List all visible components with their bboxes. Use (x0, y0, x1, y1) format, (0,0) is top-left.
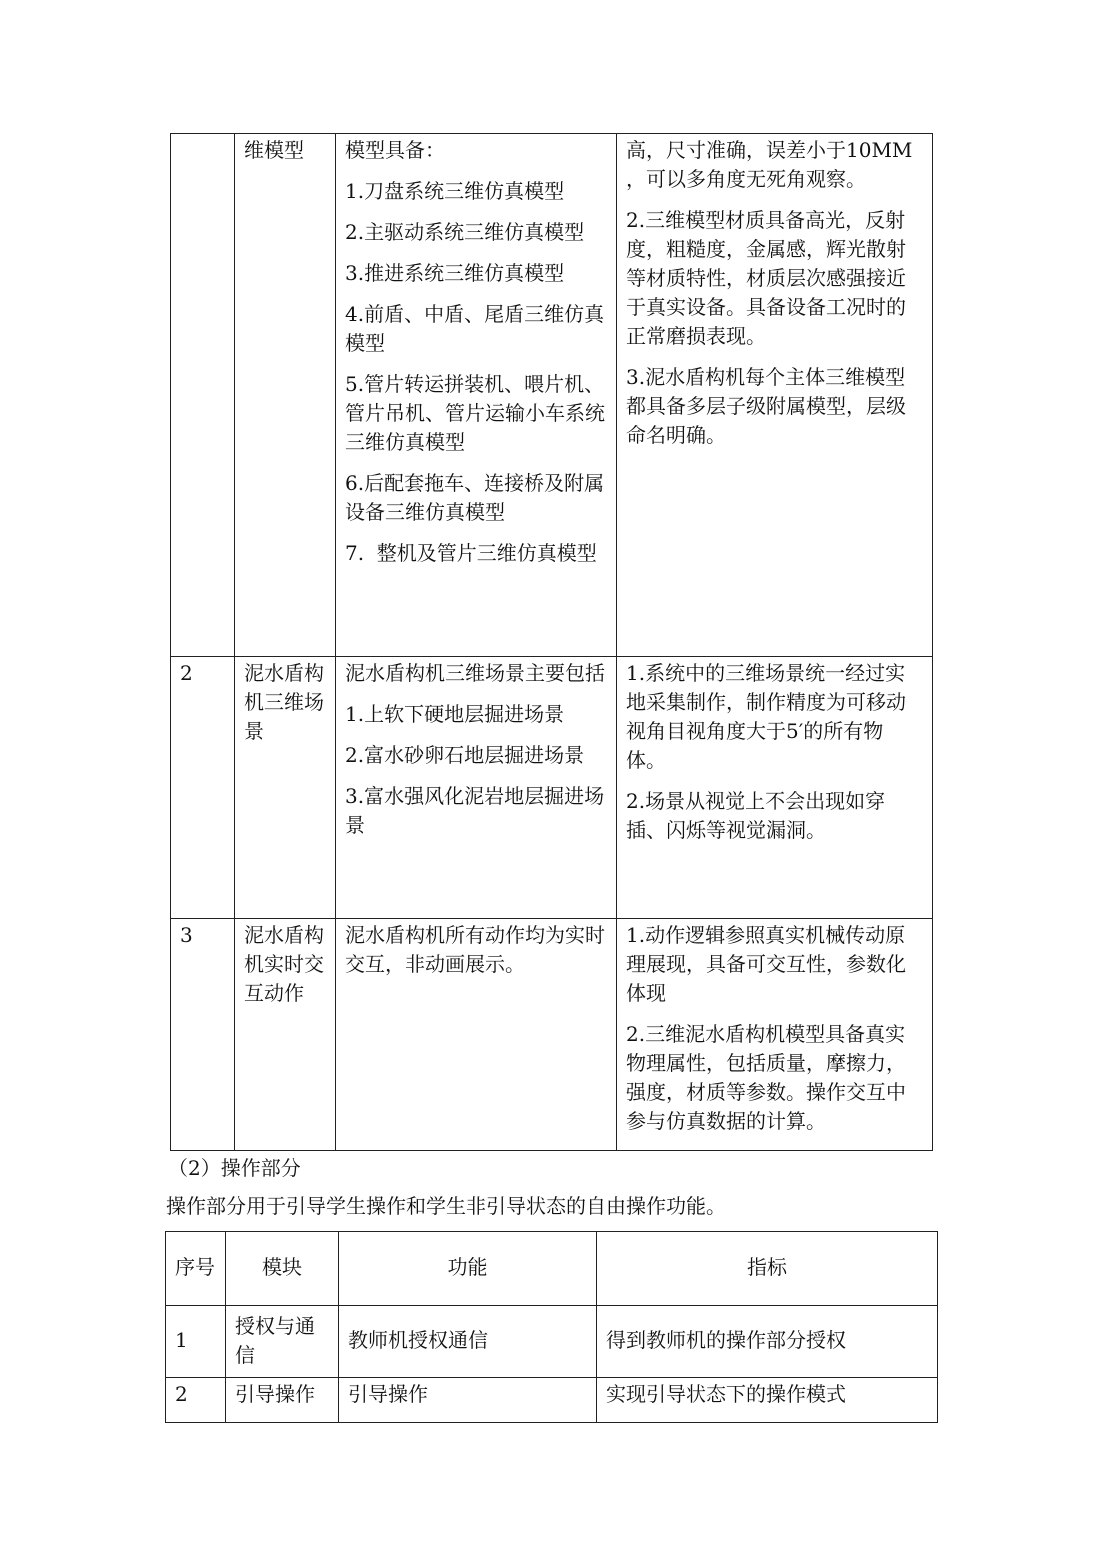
header-function: 功能 (447, 1255, 488, 1279)
indicator-line: 2.三维模型材质具备高光，反射度，粗糙度，金属感，辉光散射等材质特性，材质层次感强接近于真实设备。具备设备工况时的正常磨损表现。 (626, 208, 906, 348)
row-number: 2 (175, 1382, 188, 1406)
table-row (171, 134, 933, 657)
function-line: 3.富水强风化泥岩地层掘进场景 (345, 784, 605, 837)
header-module: 模块 (262, 1255, 302, 1279)
indicator-line: 1.系统中的三维场景统一经过实地采集制作，制作精度为可移动视角目视角度大于5′的所有物体。 (626, 661, 906, 772)
function-line: 4.前盾、中盾、尾盾三维仿真模型 (345, 302, 605, 355)
module-name: 泥水盾构机实时交互动作 (244, 923, 324, 1005)
function-line: 泥水盾构机所有动作均为实时交互，非动画展示。 (345, 923, 605, 976)
table-row (171, 657, 933, 919)
function-line: 模型具备： (345, 138, 445, 162)
module-name: 引导操作 (235, 1382, 315, 1406)
row-number: 3 (180, 923, 193, 947)
module-name: 维模型 (244, 138, 304, 162)
table-row (166, 1306, 938, 1378)
row-number: 2 (180, 661, 193, 685)
row-number: 1 (175, 1328, 188, 1352)
function-line: 7. 整机及管片三维仿真模型 (345, 541, 597, 565)
function-cell (336, 657, 616, 844)
table-row (171, 919, 933, 1151)
section-intro: 操作部分用于引导学生操作和学生非引导状态的自由操作功能。 (166, 1194, 726, 1218)
spec-table-3d (170, 133, 933, 1151)
function-line: 5.管片转运拼装机、喂片机、管片吊机、管片运输小车系统三维仿真模型 (345, 372, 605, 454)
function-line: 1.上软下硬地层掘进场景 (345, 702, 565, 726)
module-name: 泥水盾构机三维场景 (244, 661, 324, 743)
function-line: 3.推进系统三维仿真模型 (345, 261, 565, 285)
indicator-line: 高，尺寸准确，误差小于10MM ，可以多角度无死角观察。 (626, 138, 919, 191)
function-cell (336, 919, 616, 983)
table-row (166, 1378, 938, 1423)
spec-table-operation (165, 1231, 938, 1423)
indicator-line: 2.三维泥水盾构机模型具备真实物理属性，包括质量，摩擦力，强度，材质等参数。操作交互中参与仿真数据的计算。 (626, 1022, 906, 1133)
indicator-line: 1.动作逻辑参照真实机械传动原理展现，具备可交互性，参数化体现 (626, 923, 906, 1005)
function-line: 2.富水砂卵石地层掘进场景 (345, 743, 585, 767)
function-cell: 教师机授权通信 (348, 1328, 488, 1352)
module-name: 授权与通信 (235, 1313, 315, 1367)
header-indicator: 指标 (747, 1255, 787, 1279)
indicator-line: 3.泥水盾构机每个主体三维模型都具备多层子级附属模型，层级命名明确。 (626, 365, 906, 447)
function-cell (336, 134, 616, 572)
header-no: 序号 (175, 1255, 215, 1279)
function-cell: 引导操作 (348, 1382, 428, 1406)
section-heading: （2）操作部分 (168, 1156, 301, 1180)
indicator-line: 2.场景从视觉上不会出现如穿插、闪烁等视觉漏洞。 (626, 789, 886, 842)
indicator-cell: 实现引导状态下的操作模式 (606, 1382, 846, 1406)
function-line: 1.刀盘系统三维仿真模型 (345, 179, 565, 203)
function-line: 2.主驱动系统三维仿真模型 (345, 220, 585, 244)
indicator-cell: 得到教师机的操作部分授权 (606, 1328, 846, 1352)
indicator-cell (617, 657, 932, 849)
function-line: 6.后配套拖车、连接桥及附属设备三维仿真模型 (345, 471, 605, 524)
indicator-cell (617, 134, 932, 454)
row-number (171, 134, 234, 140)
function-line: 泥水盾构机三维场景主要包括 (345, 661, 605, 685)
table-header-row (166, 1232, 938, 1306)
indicator-cell (617, 919, 932, 1140)
